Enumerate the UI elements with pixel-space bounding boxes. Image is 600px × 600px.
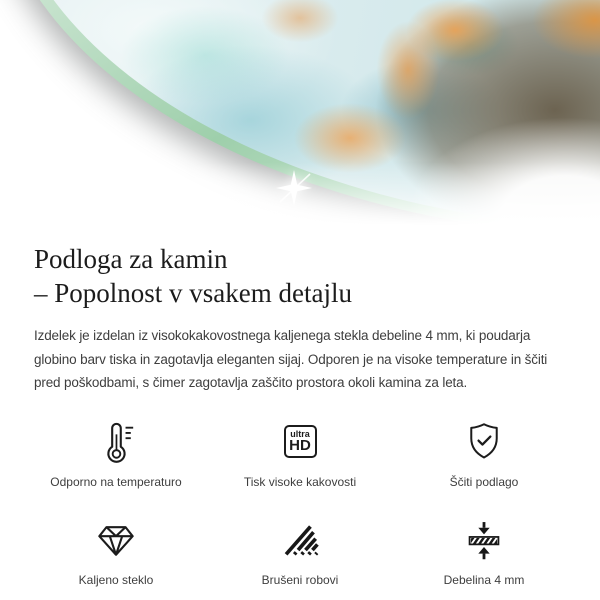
shield-check-icon — [464, 417, 504, 467]
feature-grid — [24, 417, 576, 587]
brushed-edges-icon — [279, 515, 321, 565]
feature-temperature — [24, 417, 208, 489]
product-description: Izdelek je izdelan iz visokokakovostnega kaljenega stekla debeline 4 mm, ki poudarja globino barv tiska in zagotavlja eleganten sijaj. Odporen je na visoke temperature in ščiti pred poškodbami, s čimer zagotavlja zaščito prostora okoli kamina za leta. — [34, 328, 548, 390]
feature-print-quality — [208, 417, 392, 489]
feature-label: Odporno na temperaturo — [50, 474, 182, 489]
thickness-icon — [463, 515, 505, 565]
feature-label: Ščiti podlago — [449, 474, 519, 489]
feature-label: Kaljeno steklo — [78, 572, 154, 587]
page-title — [34, 242, 570, 310]
diamond-icon — [93, 515, 139, 565]
sparkle-glint-icon — [272, 166, 316, 210]
feature-label: Debelina 4 mm — [443, 572, 525, 587]
thermometer-icon — [95, 417, 137, 467]
page-title-line1: Podloga za kamin — [34, 244, 228, 274]
feature-label: Brušeni robovi — [261, 572, 339, 587]
feature-tempered-glass — [24, 515, 208, 587]
feature-thickness — [392, 515, 576, 587]
page-title-line2: – Popolnost v vsakem detajlu — [34, 278, 352, 308]
product-image — [0, 0, 600, 232]
feature-protects-base — [392, 417, 576, 489]
ultra-hd-badge-top: ultra — [290, 429, 310, 439]
feature-brushed-edges — [208, 515, 392, 587]
ultra-hd-icon — [284, 417, 317, 467]
feature-label: Tisk visoke kakovosti — [243, 474, 357, 489]
ultra-hd-badge-bottom: HD — [289, 437, 311, 454]
